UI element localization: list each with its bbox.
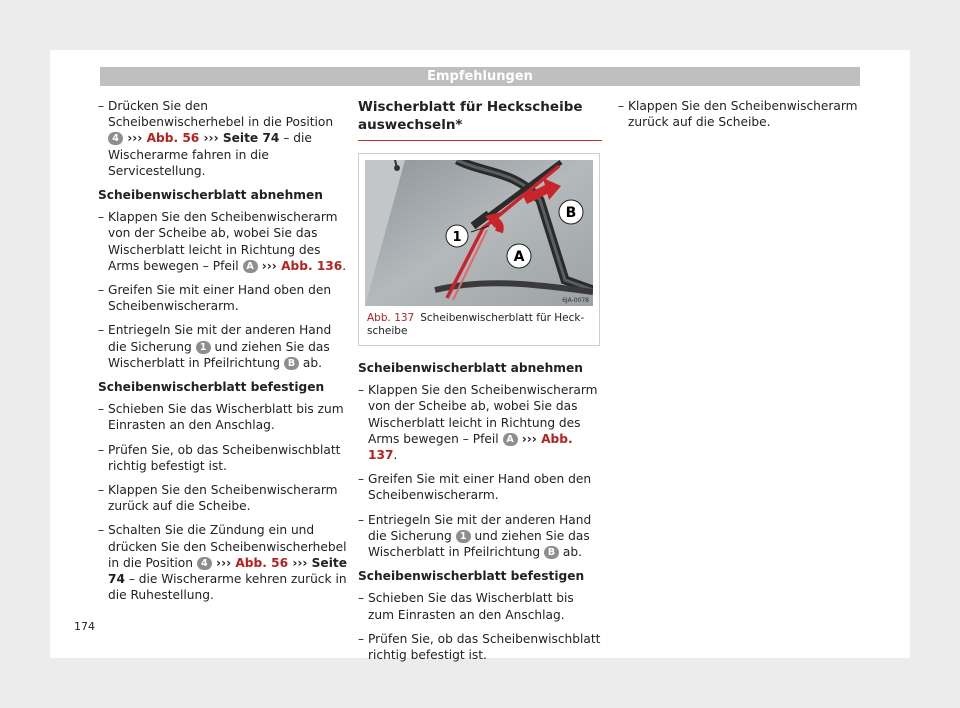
image-code: 6JA-0078 [562,297,589,304]
list-item: – Klappen Sie den Scheibenwischerarm von der Scheibe ab, wobei Sie das Wischerblatt leicht in Richtung des Arms bewegen – Pfeil A ››› Abb. 137. [358,383,598,463]
arrow-badge: A [503,433,518,446]
arrow-badge: B [284,357,299,370]
subheading-attach: Scheibenwischerblatt befestigen [98,380,325,395]
list-item: – Schieben Sie das Wischerblatt bis zum Einrasten an den Anschlag. [98,402,344,433]
figure-label: Abb. 137 [367,312,415,324]
lock-badge: 1 [456,530,471,543]
page-link[interactable]: Seite 74 [108,555,347,587]
figure-caption: Abb. 137 Scheibenwischerblatt für Heckscheibe [367,312,585,337]
list-item: – Schieben Sie das Wischerblatt bis zum Einrasten an den Anschlag. [358,591,574,622]
callout-b: B [565,205,577,221]
figure-link[interactable]: Abb. 56 [235,555,289,570]
figure-link[interactable]: Abb. 56 [146,131,200,146]
figure-link[interactable]: Abb. 137 [368,431,573,463]
section-title: Wischerblatt für Heckscheibe auswechseln* [358,98,602,141]
list-item: – Drücken Sie den Scheibenwischerhebel in die Position 4 ››› Abb. 56 ››› Seite 74 – die Wischerarme fahren in die Servicestellung. [98,99,334,178]
subheading-attach: Scheibenwischerblatt befestigen [358,569,585,584]
figure [358,153,600,346]
list-item: – Prüfen Sie, ob das Scheibenwischblatt richtig befestigt ist. [358,631,601,663]
arrow-badge: A [243,260,258,273]
position-badge: 4 [197,557,212,570]
list-item: – Prüfen Sie, ob das Scheibenwischblatt richtig befestigt ist. [98,442,341,473]
list-item: – Klappen Sie den Scheibenwischerarm zurück auf die Scheibe. [98,483,338,514]
column-left [98,98,348,611]
list-item: – Klappen Sie den Scheibenwischerarm von der Scheibe ab, wobei Sie das Wischerblatt leicht in Richtung des Arms bewegen – Pfeil A ››› Abb. 136. [98,210,347,273]
column-right [618,98,858,138]
column-middle [358,98,602,671]
rear-wiper-illustration [365,160,593,306]
arrow-badge: B [544,546,559,559]
list-item: – Entriegeln Sie mit der anderen Hand die Sicherung 1 und ziehen Sie das Wischerblatt in Pfeilrichtung B ab. [358,512,592,560]
page-link[interactable]: Seite 74 [222,131,280,146]
list-item: – Schalten Sie die Zündung ein und drücken Sie den Scheibenwischerhebel in die Position 4 ››› Abb. 56 ››› Seite 74 – die Wischerarme kehren zurück in die Ruhestellung. [98,523,347,603]
list-item: – Entriegeln Sie mit der anderen Hand die Sicherung 1 und ziehen Sie das Wischerblatt in Pfeilrichtung B ab. [98,323,332,370]
list-item: – Greifen Sie mit einer Hand oben den Scheibenwischerarm. [358,472,592,503]
figure-link[interactable]: Abb. 136 [281,258,343,273]
page [50,50,910,663]
list-item: – Greifen Sie mit einer Hand oben den Scheibenwischerarm. [98,283,332,314]
callout-1: 1 [452,230,462,245]
callout-a: A [513,249,525,265]
page-number: 174 [74,620,95,633]
subheading-remove: Scheibenwischerblatt abnehmen [98,188,323,203]
lock-badge: 1 [196,341,211,354]
position-badge: 4 [108,132,123,145]
subheading-remove: Scheibenwischerblatt abnehmen [358,361,583,375]
page-header: Empfehlungen [100,67,860,86]
list-item: – Klappen Sie den Scheibenwischerarm zurück auf die Scheibe. [618,99,858,130]
